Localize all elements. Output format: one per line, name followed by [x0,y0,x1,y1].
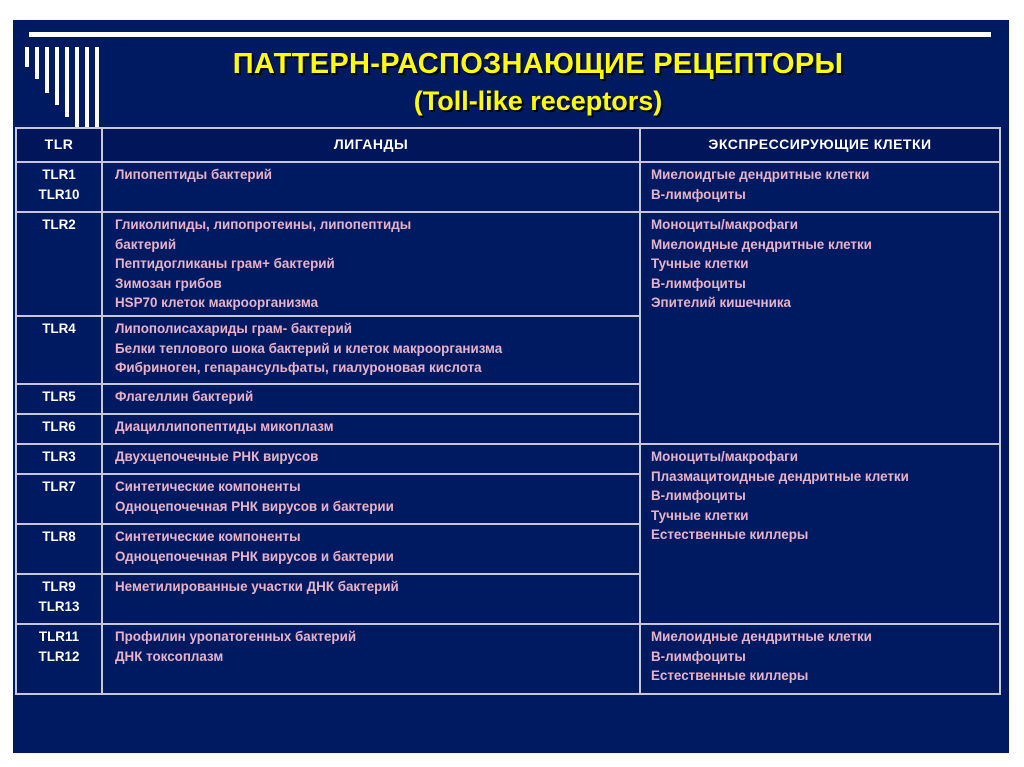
ligands-cell [102,384,640,414]
header-ligands: ЛИГАНДЫ [102,128,640,162]
tlr-name: TLR11 [38,629,80,644]
tlr-name-cell [16,474,102,524]
cell-line: В-лимфоциты [651,186,746,202]
tlr-name: TLR7 [42,479,76,494]
top-divider-line [29,32,991,37]
ligand-line: Гликолипиды, липопротеины, липопептиды [115,217,412,232]
ligands-cell [102,162,640,212]
cell-line: В-лимфоциты [651,275,746,291]
ligand-line: Диациллипопептиды микоплазм [115,419,334,434]
cell-line: Миелоидгые дендритные клетки [651,167,870,182]
ligands-cell [102,474,640,524]
cell-line: Моноциты/макрофаги [651,449,798,464]
ligand-line: Липополисахариды грам- бактерий [115,321,352,336]
cell-line: Тучные клетки [651,507,749,523]
tlr-name: TLR3 [42,449,76,464]
cell-line: Естественные киллеры [651,668,809,684]
tlr-name-cell [16,162,102,212]
ligands-cell [102,624,640,694]
tlr-name: TLR6 [42,419,76,434]
ligand-line: Флагеллин бактерий [115,389,254,404]
tlr-name-cell [16,384,102,414]
header-cells: ЭКСПРЕССИРУЮЩИЕ КЛЕТКИ [640,128,1000,162]
table-row [16,444,1000,474]
tlr-name: TLR5 [42,389,76,404]
tlr-name: TLR13 [38,598,80,614]
ligand-line: Белки теплового шока бактерий и клеток макроорганизма [115,340,503,356]
cell-line: Миелоидные дендритные клетки [651,629,872,644]
ligand-line: Пептидогликаны грам+ бактерий [115,256,335,272]
ligands-cell [102,574,640,624]
tlr-name-cell [16,624,102,694]
ligand-line: Синтетические компоненты [115,529,301,544]
tlr-name: TLR4 [42,321,76,336]
cells-cell [640,212,1000,444]
ligand-line: ДНК токсоплазм [115,648,224,664]
slide-title: ПАТТЕРН-РАСПОЗНАЮЩИЕ РЕЦЕПТОРЫ [232,48,844,80]
ligand-line: Профилин уропатогенных бактерий [115,629,357,644]
ligands-cell [102,316,640,384]
cell-line: Моноциты/макрофаги [651,217,798,232]
table-row [16,624,1000,694]
ligand-line: Липопептиды бактерий [115,167,273,182]
ligand-line: Зимозан грибов [115,275,222,291]
ligand-line: Неметилированные участки ДНК бактерий [115,579,399,594]
cell-line: Естественные киллеры [651,527,809,543]
ligand-line: Двухцепочечные РНК вирусов [115,449,319,464]
slide [13,20,1009,753]
cell-line: Эпителий кишечника [651,295,791,311]
cell-line: Плазмацитоидные дендритные клетки [651,468,909,484]
tlr-name: TLR2 [42,217,76,232]
ligand-line: HSP70 клеток макроорганизма [115,295,319,311]
tlr-name-cell [16,212,102,316]
tlr-name-cell [16,574,102,624]
tlr-name: TLR12 [38,648,80,664]
tlr-name: TLR9 [42,579,76,594]
table-row [16,212,1000,316]
tlr-name: TLR8 [42,529,76,544]
tlr-name-cell [16,524,102,574]
cells-cell [640,444,1000,624]
cell-line: Миелоидные дендритные клетки [651,236,872,252]
table-row [16,162,1000,212]
ligand-line: Фибриноген, гепарансульфаты, гиалуроновая кислота [115,360,482,376]
ligand-line: Одноцепочечная РНК вирусов и бактерии [115,548,394,564]
cells-cell [640,624,1000,694]
ligands-cell [102,212,640,316]
ligand-line: Одноцепочечная РНК вирусов и бактерии [115,498,394,514]
table-header-row [16,128,1000,162]
ligand-line: Синтетические компоненты [115,479,301,494]
ligands-cell [102,444,640,474]
cell-line: В-лимфоциты [651,488,746,504]
cell-line: В-лимфоциты [651,648,746,664]
cells-cell [640,162,1000,212]
ligands-cell [102,414,640,444]
tlr-table [15,127,1001,695]
tlr-name-cell [16,414,102,444]
cell-line: Тучные клетки [651,256,749,272]
ligand-line: бактерий [115,236,177,252]
tlr-name-cell [16,316,102,384]
tlr-name: TLR10 [38,186,80,202]
ligands-cell [102,524,640,574]
slide-subtitle: (Toll-like receptors) [413,86,663,116]
tlr-name: TLR1 [42,167,76,182]
header-tlr: TLR [16,128,102,162]
tlr-name-cell [16,444,102,474]
